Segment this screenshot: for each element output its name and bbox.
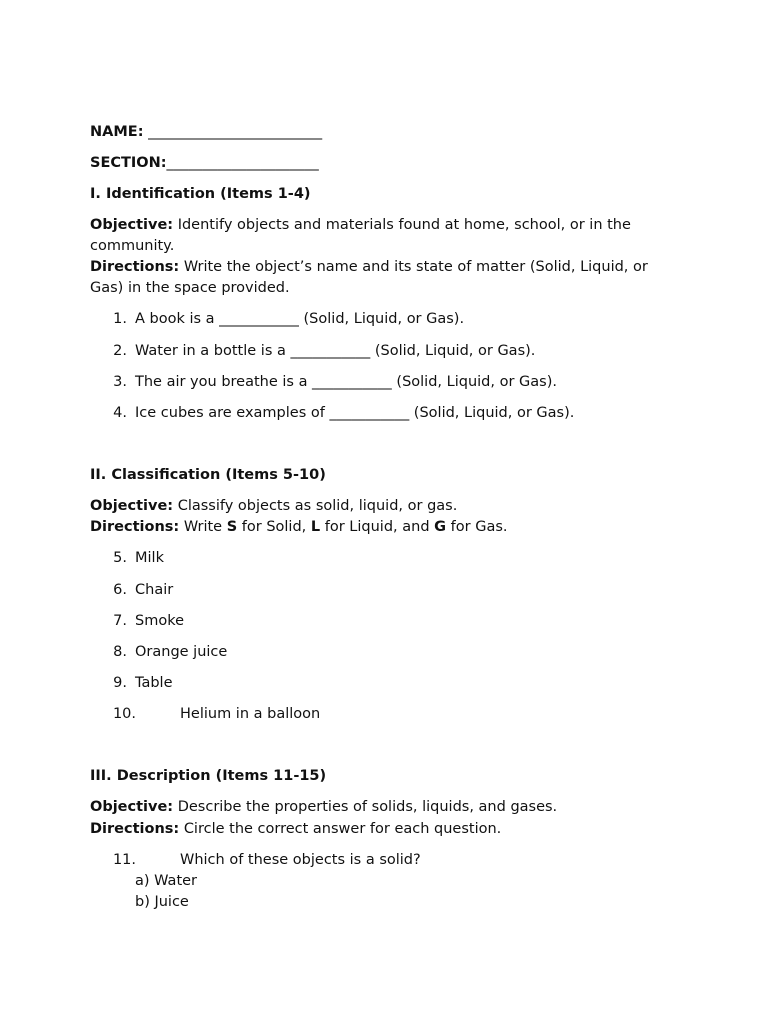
solid-letter: S <box>226 519 238 535</box>
section-blank: _____________________ <box>166 155 319 171</box>
part1-directions-text: Write the object’s name and its state of matter (Solid, Liquid, or Gas) in the space provided. <box>90 259 648 296</box>
item-number: 5. <box>113 550 127 566</box>
part3-objective-text: Describe the properties of solids, liquids, and gases. <box>177 799 558 815</box>
answer-option-b: b) Juice <box>135 894 189 910</box>
item-number: 6. <box>113 582 127 598</box>
item-number: 7. <box>113 613 127 629</box>
part3-directions-text: Circle the correct answer for each question. <box>183 821 502 837</box>
part2-directions <box>90 517 675 538</box>
part1-title: I. Identification (Items 1-4) <box>90 186 311 202</box>
answer-option-a: a) Water <box>135 873 198 889</box>
directions-text: for Liquid, and <box>320 519 435 535</box>
item-text: Helium in a balloon <box>180 706 321 722</box>
item-text: Ice cubes are examples of ___________ (Solid, Liquid, or Gas). <box>135 405 575 421</box>
item-text: Smoke <box>135 613 185 629</box>
part3-title: III. Description (Items 11-15) <box>90 768 327 784</box>
directions-text: for Gas. <box>446 519 508 535</box>
part1-objective-text: Identify objects and materials found at home, school, or in the community. <box>90 217 631 254</box>
liquid-letter: L <box>310 519 321 535</box>
question-number: 11. <box>112 852 136 868</box>
item-number: 3. <box>113 374 127 390</box>
part2-title: II. Classification (Items 5-10) <box>90 467 326 483</box>
item-text: Orange juice <box>135 644 228 660</box>
item-text: Water in a bottle is a ___________ (Solid, Liquid, or Gas). <box>135 343 536 359</box>
question-text: Which of these objects is a solid? <box>180 852 421 868</box>
part3-directions <box>90 819 675 840</box>
item-text: A book is a ___________ (Solid, Liquid, or Gas). <box>135 311 465 327</box>
name-blank: ________________________ <box>148 124 323 140</box>
item-number: 2. <box>113 343 127 359</box>
name-label: NAME: <box>90 124 144 140</box>
item-number: 1. <box>113 311 127 327</box>
item-text: Milk <box>135 550 164 566</box>
part1-objective <box>90 215 675 257</box>
item-number: 8. <box>113 644 127 660</box>
part2-objective-label: Objective: <box>90 498 174 514</box>
item-number: 10. <box>112 706 136 722</box>
part2-directions-label: Directions: <box>90 519 180 535</box>
item-number: 4. <box>113 405 127 421</box>
part3-objective <box>90 797 675 818</box>
section-line <box>90 153 319 174</box>
gas-letter: G <box>434 519 447 535</box>
part3-objective-label: Objective: <box>90 799 174 815</box>
part3-directions-label: Directions: <box>90 821 180 837</box>
item-text: The air you breathe is a ___________ (Solid, Liquid, or Gas). <box>135 374 557 390</box>
item-text: Chair <box>135 582 174 598</box>
item-number: 9. <box>113 675 127 691</box>
item-text: Table <box>135 675 173 691</box>
part2-objective <box>90 496 675 517</box>
section-label: SECTION: <box>90 155 167 171</box>
part2-objective-text: Classify objects as solid, liquid, or gas. <box>177 498 458 514</box>
part1-directions <box>90 257 675 299</box>
directions-text: for Solid, <box>237 519 311 535</box>
part1-directions-label: Directions: <box>90 259 180 275</box>
name-line <box>90 122 322 143</box>
part1-objective-label: Objective: <box>90 217 174 233</box>
directions-text: Write <box>183 519 227 535</box>
